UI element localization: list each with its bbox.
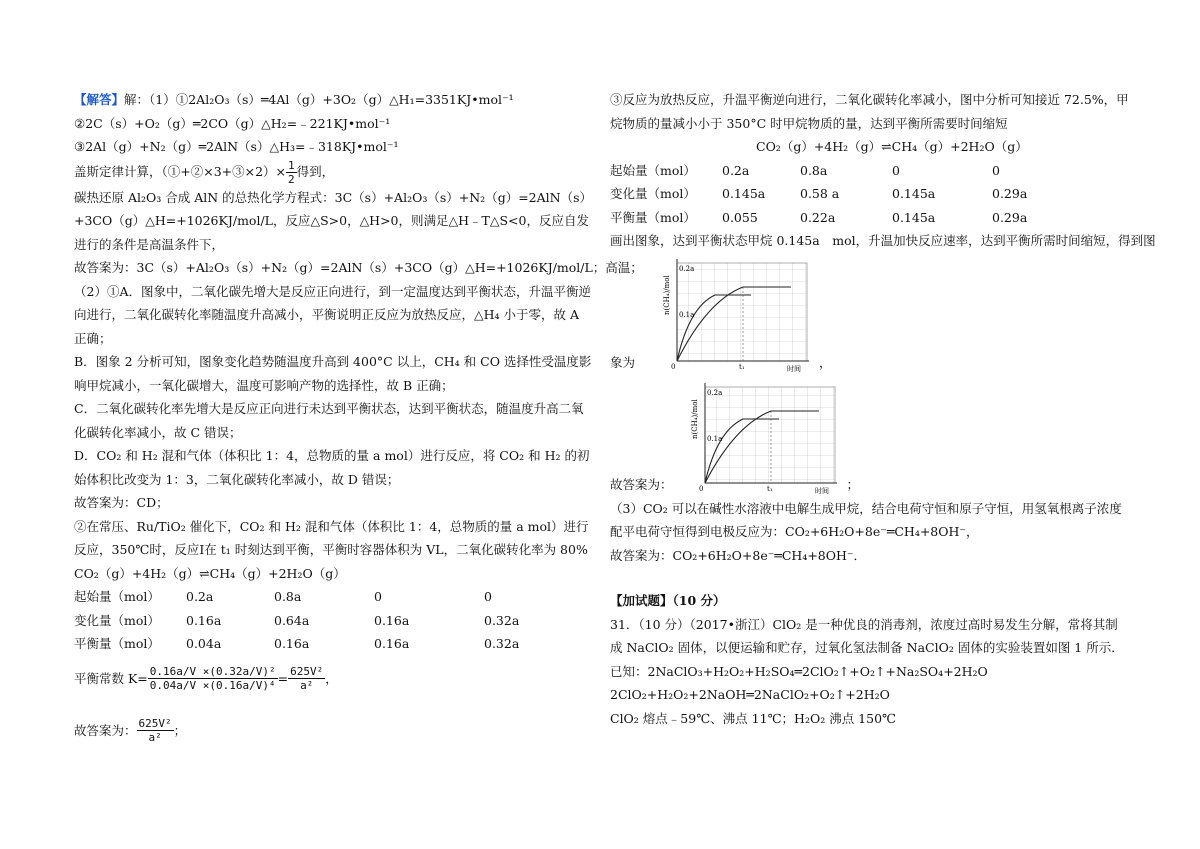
- answer-line-2: ②2C（s）+O₂（g）═2CO（g）△H₂=﹣221KJ•mol⁻¹: [74, 115, 391, 131]
- answer-3: 故答案为： $\frac{\text{625V²}}{\text{a²}}$ ；: [74, 717, 187, 744]
- k-fraction: $\frac{\text{0.16a/V ×(0.32a/V)²}}{\text{0.04a/V ×(0.16a/V)⁴}}$: [149, 665, 276, 692]
- option-b: B．图象 2 分析可知，图象变化趋势随温度升高到 400°C 以上，CH₄ 和 CO 选择性受温度影响甲烷减小，一氧化碳增大，温度可影响产物的选择性，故 B 正确；: [74, 354, 592, 393]
- answer-fraction: $\frac{\text{625V²}}{\text{a²}}$: [138, 717, 172, 744]
- graph-1-line: 象为 n(CH₄)/mol 0.2a 0.1a 0 t₁ 时间 ，: [610, 253, 1130, 375]
- ch4-graph-1: [649, 257, 819, 375]
- answer-line-3: ③2Al（g）+N₂（g）═2AlN（s）△H₃=﹣318KJ•mol⁻¹: [74, 139, 399, 154]
- bonus-heading: 【加试题】（10 分）: [610, 593, 726, 608]
- known-reaction-2: 2ClO₂+H₂O₂+2NaOH═2NaClO₂+O₂↑+2H₂O: [610, 687, 890, 702]
- option-a: （2）①A．图象中，二氧化碳先增大是反应正向进行，到一定温度达到平衡状态，升温平衡逆向进行，二氧化碳转化率随温度升高减小，平衡说明正反应为放热反应，△H₄ 小于零，故 A 正确；: [74, 283, 591, 346]
- graph-2-line: 故答案为： n(CH₄)/mol 0.2a 0.1a 0 t₁ 时间 ；: [610, 379, 1130, 497]
- ice-table-right: [610, 159, 1130, 230]
- y-tick-mid: 0.1a: [706, 434, 722, 443]
- origin-label: 0: [671, 362, 676, 371]
- y-axis-label: n(CH₄)/mol: [663, 274, 672, 315]
- table-row: 平衡量（mol） 0.04a 0.16a 0.16a 0.32a: [74, 636, 520, 651]
- y-tick-mid: 0.1a: [679, 310, 695, 319]
- option-d: D．CO₂ 和 H₂ 混和气体（体积比 1：4，总物质的量 a mol）进行反应，将 CO₂ 和 H₂ 的初始体积比改变为 1：3，二氧化碳转化率减小，故 D 错误；: [74, 448, 590, 487]
- y-tick-top: 0.2a: [679, 264, 695, 273]
- k-result: $\frac{\text{625V²}}{\text{a²}}$: [290, 665, 324, 692]
- known-properties: ClO₂ 熔点﹣59℃、沸点 11℃；H₂O₂ 沸点 150℃: [610, 710, 897, 726]
- table-row: 起始量（mol） 0.2a 0.8a 0 0: [610, 162, 1000, 178]
- answer-line-1: 【解答】解：（1）①2Al₂O₃（s）═4Al（g）+3O₂（g）△H₁=3351KJ•mol⁻¹: [74, 92, 514, 107]
- option-c: C．二氧化碳转化率先增大是反应正向进行未达到平衡状态，达到平衡状态，随温度升高二氧化碳转化率减小，故 C 错误；: [74, 401, 584, 440]
- y-axis-label: n(CH₄)/mol: [690, 398, 699, 439]
- equilibrium-constant: 平衡常数 K= $\frac{\text{0.16a/V ×(0.32a/V)²}}{\text{0.04a/V ×(0.16a/V)⁴}}$ = $\frac{\text{625V²}}{\text{a²}}$ ，: [74, 665, 338, 692]
- ch4-graph-2: [677, 383, 847, 497]
- answer-electrode: 故答案为：CO₂+6H₂O+8e⁻═CH₄+8OH⁻．: [610, 547, 867, 563]
- y-tick-top: 0.2a: [706, 388, 722, 397]
- table-row: 变化量（mol） 0.145a 0.58 a 0.145a 0.29a: [610, 186, 1028, 201]
- hess-law-line: 盖斯定律计算，（①+②×3+③×2）× $\frac{1}{2}$ 得到，: [74, 158, 335, 186]
- part-3-intro: ③反应为放热反应，升温平衡逆向进行，二氧化碳转化率减小，图中分析可知接近 72.5%，甲烷物质的量减小小于 350°C 时甲烷物质的量，达到平衡所需要时间缩短: [610, 92, 1129, 131]
- answer-1: 故答案为：3C（s）+Al₂O₃（s）+N₂（g）=2AlN（s）+3CO（g）△H=+1026KJ/mol/L；高温；: [74, 260, 643, 275]
- table-row: 变化量（mol） 0.16a 0.64a 0.16a 0.32a: [74, 612, 520, 628]
- table-row: 平衡量（mol） 0.055 0.22a 0.145a 0.29a: [610, 209, 1028, 225]
- table-row: 起始量（mol） 0.2a 0.8a 0 0: [74, 589, 492, 604]
- reaction-equation: CO₂（g）+4H₂（g）⇌CH₄（g）+2H₂O（g）: [74, 565, 346, 581]
- answer-2: 故答案为：CD；: [74, 495, 169, 510]
- half-fraction: $\frac{1}{2}$: [288, 158, 295, 186]
- t1-label: t₁: [739, 362, 745, 371]
- known-reaction-1: 已知：2NaClO₃+H₂O₂+H₂SO₄═2ClO₂↑+O₂↑+Na₂SO₄+2H₂O: [610, 663, 988, 679]
- draw-graph-text: 画出图象，达到平衡状态甲烷 0.145a mol，升温加快反应速率，达到平衡所需时间缩短，得到图: [610, 233, 1156, 248]
- ice-table-left: [74, 585, 594, 656]
- part-2-intro: ②在常压、Ru/TiO₂ 催化下，CO₂ 和 H₂ 混和气体（体积比 1：4，总物质的量 a mol）进行反应，350℃时，反应Ⅰ在 t₁ 时刻达到平衡，平衡时容器体积为 VL，二氧化碳转化率为 80%: [74, 518, 589, 557]
- t1-label: t₁: [766, 484, 773, 493]
- right-column: [610, 88, 1156, 730]
- total-equation: 碳热还原 Al₂O₃ 合成 AlN 的总热化学方程式：3C（s）+Al₂O₃（s）+N₂（g）=2AlN（s）+3CO（g）△H=+1026KJ/mol/L，反应△S>0，△H>0，则满足△H﹣T△S<0，反应自发进行的条件是高温条件下，: [74, 189, 592, 252]
- answer-tag: 【解答】: [74, 92, 125, 107]
- left-column: [74, 88, 643, 754]
- question-31: 31．（10 分）（2017•浙江）ClO₂ 是一种优良的消毒剂，浓度过高时易发生分解，常将其制成 NaClO₂ 固体，以便运输和贮存，过氧化氢法制备 NaClO₂ 固体的实验装置如图 1 所示．: [610, 616, 1124, 655]
- x-axis-label: 时间: [814, 486, 829, 495]
- x-axis-label: 时间: [787, 364, 802, 373]
- origin-label: 0: [698, 484, 703, 493]
- reaction-equation-right: CO₂（g）+4H₂（g）⇌CH₄（g）+2H₂O（g）: [756, 139, 1028, 154]
- part-3-electrolysis: （3）CO₂ 可以在碱性水溶液中电解生成甲烷，结合电荷守恒和原子守恒，用氢氧根离子浓度配平电荷守恒得到电极反应为：CO₂+6H₂O+8e⁻═CH₄+8OH⁻，: [610, 500, 1122, 539]
